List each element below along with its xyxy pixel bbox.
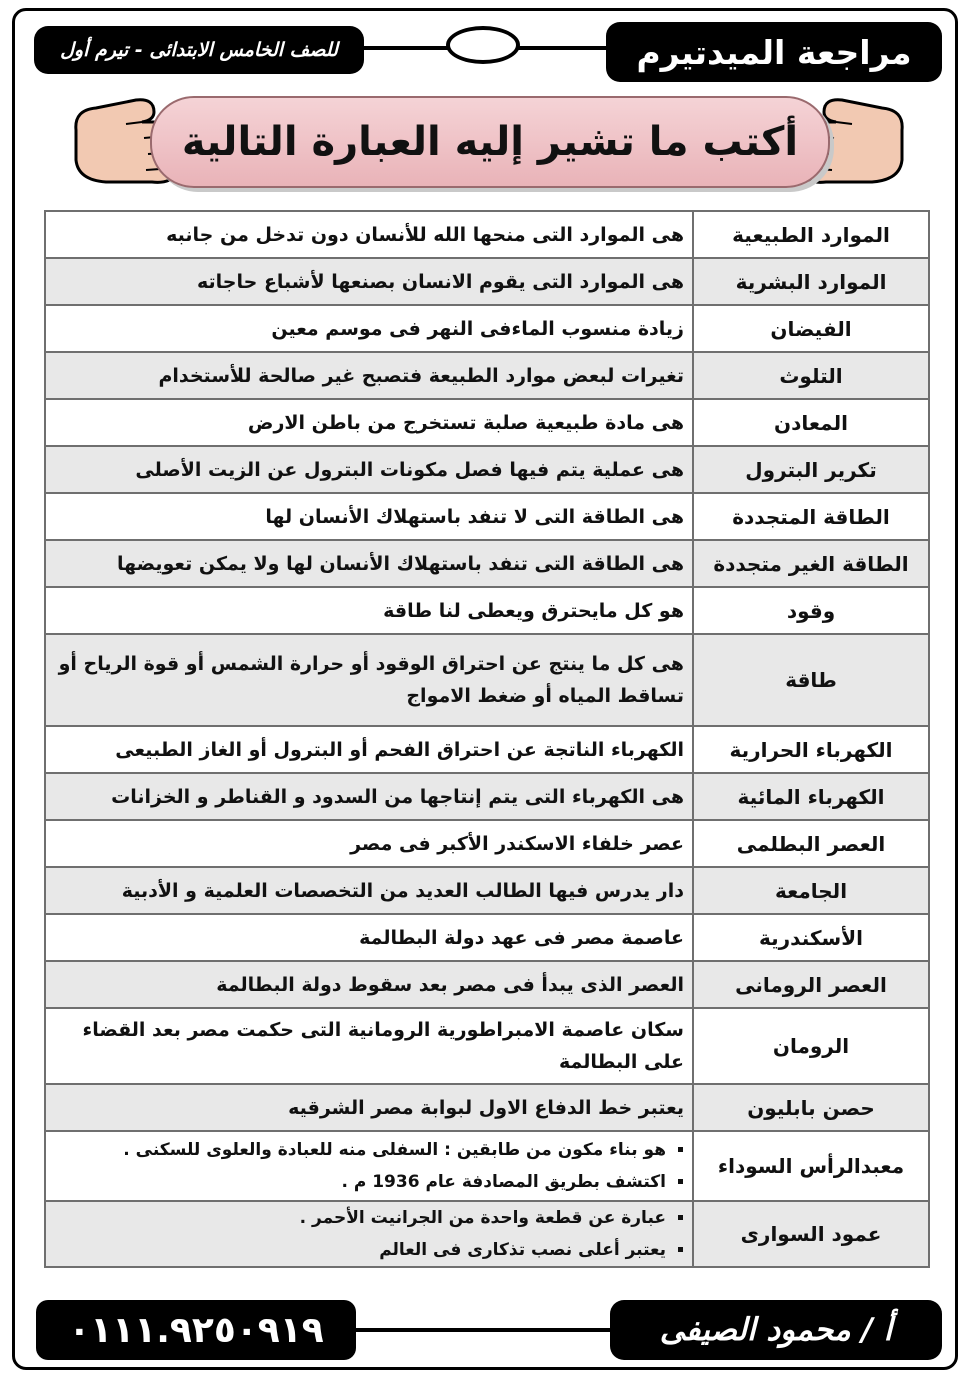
table-row [45, 211, 929, 258]
definition-cell: هى الطاقة التى لا تنفد باستهلاك الأنسان لها [45, 493, 693, 540]
table-row [45, 305, 929, 352]
table-row [45, 726, 929, 773]
definition-cell: هى كل ما ينتج عن احتراق الوقود أو حرارة الشمس أو قوة الرياح أو تساقط المياه أو ضغط الامواج [45, 634, 693, 726]
bullet-item: ▪ هو بناء مكون من طابقين : السفلى منه للعبادة والعلوى للسكنى . [54, 1134, 666, 1166]
definition-cell: زيادة منسوب الماءفى النهر فى موسم معين [45, 305, 693, 352]
phone-number: ٠١١١.٩٢٥٠٩١٩ [36, 1300, 356, 1360]
bullet-list [54, 1134, 684, 1198]
term-cell: الكهرباء المائية [693, 773, 929, 820]
bullet-item: ▪ اكتشف بطريق المصادفة عام 1936 م . [54, 1166, 666, 1198]
term-cell: طاقة [693, 634, 929, 726]
table-row [45, 446, 929, 493]
definition-cell: عصر خلفاء الاسكندر الأكبر فى مصر [45, 820, 693, 867]
table-row [45, 867, 929, 914]
table-row [45, 493, 929, 540]
term-cell: العصر الرومانى [693, 961, 929, 1008]
term-cell: المعادن [693, 399, 929, 446]
definition-cell: هى الكهرباء التى يتم إنتاجها من السدود و القناطر و الخزانات [45, 773, 693, 820]
definition-cell: هى عملية يتم فيها فصل مكونات البترول عن الزيت الأصلى [45, 446, 693, 493]
term-cell: معبدالرأس السوداء [693, 1131, 929, 1201]
term-cell: تكرير البترول [693, 446, 929, 493]
teacher-name: أ / محمود الصيفى [610, 1300, 942, 1360]
bullet-item: ▪ عبارة عن قطعة واحدة من الجرانيت الأحمر . [54, 1202, 666, 1234]
term-cell: الموارد البشرية [693, 258, 929, 305]
header-ornament [446, 26, 520, 64]
term-cell: حصن بابليون [693, 1084, 929, 1131]
footer-rule [356, 1328, 610, 1332]
definition-cell: العصر الذى يبدأ فى مصر بعد سقوط دولة البطالمة [45, 961, 693, 1008]
definition-cell: دار يدرس فيها الطالب العديد من التخصصات العلمية و الأدبية [45, 867, 693, 914]
definition-cell: الكهرباء الناتجة عن احتراق الفحم أو البترول أو الغاز الطبيعى [45, 726, 693, 773]
table-row [45, 540, 929, 587]
term-cell: الموارد الطبيعية [693, 211, 929, 258]
term-cell: عمود السوارى [693, 1201, 929, 1267]
table-row [45, 773, 929, 820]
term-cell: العصر البطلمى [693, 820, 929, 867]
definition-cell: عاصمة مصر فى عهد دولة البطالمة [45, 914, 693, 961]
bullet-list [54, 1202, 684, 1266]
term-cell: الرومان [693, 1008, 929, 1084]
table-row [45, 1131, 929, 1201]
term-cell: الطاقة الغير متجددة [693, 540, 929, 587]
term-cell: الطاقة المتجددة [693, 493, 929, 540]
definition-cell: هى الموارد التى يقوم الانسان بصنعها لأشباع حاجاته [45, 258, 693, 305]
page-title: مراجعة الميدتيرم [606, 22, 942, 82]
definition-cell: سكان عاصمة الامبراطورية الرومانية التى حكمت مصر بعد القضاء على البطالمة [45, 1008, 693, 1084]
table-row [45, 587, 929, 634]
table-row [45, 961, 929, 1008]
definition-cell [45, 1201, 693, 1267]
table-row [45, 1008, 929, 1084]
definition-cell: هى مادة طبيعية صلبة تستخرج من باطن الارض [45, 399, 693, 446]
term-cell: التلوث [693, 352, 929, 399]
definition-cell: هو كل مايحترق ويعطى لنا طاقة [45, 587, 693, 634]
term-cell: الأسكندرية [693, 914, 929, 961]
table-row [45, 1201, 929, 1267]
definition-cell: هى الموارد التى منحها الله للأنسان دون تدخل من جانبه [45, 211, 693, 258]
definition-cell: تغيرات لبعض موارد الطبيعة فتصبح غير صالحة للأستخدام [45, 352, 693, 399]
terms-table [44, 210, 930, 1268]
table-row [45, 914, 929, 961]
table-row [45, 399, 929, 446]
definition-cell: هى الطاقة التى تنفد باستهلاك الأنسان لها ولا يمكن تعويضها [45, 540, 693, 587]
term-cell: الفيضان [693, 305, 929, 352]
bullet-item: ▪ يعتبر أعلى نصب تذكارى فى العالم [54, 1234, 666, 1266]
table-row [45, 352, 929, 399]
table-row [45, 634, 929, 726]
definition-cell: يعتبر خط الدفاع الاول لبوابة مصر الشرقيه [45, 1084, 693, 1131]
section-banner: أكتب ما تشير إليه العبارة التالية [150, 96, 830, 188]
grade-label: للصف الخامس الابتدائى - تيرم أول [34, 26, 364, 74]
table-row [45, 820, 929, 867]
term-cell: وقود [693, 587, 929, 634]
term-cell: الكهرباء الحرارية [693, 726, 929, 773]
definition-cell [45, 1131, 693, 1201]
table-row [45, 1084, 929, 1131]
term-cell: الجامعة [693, 867, 929, 914]
table-row [45, 258, 929, 305]
